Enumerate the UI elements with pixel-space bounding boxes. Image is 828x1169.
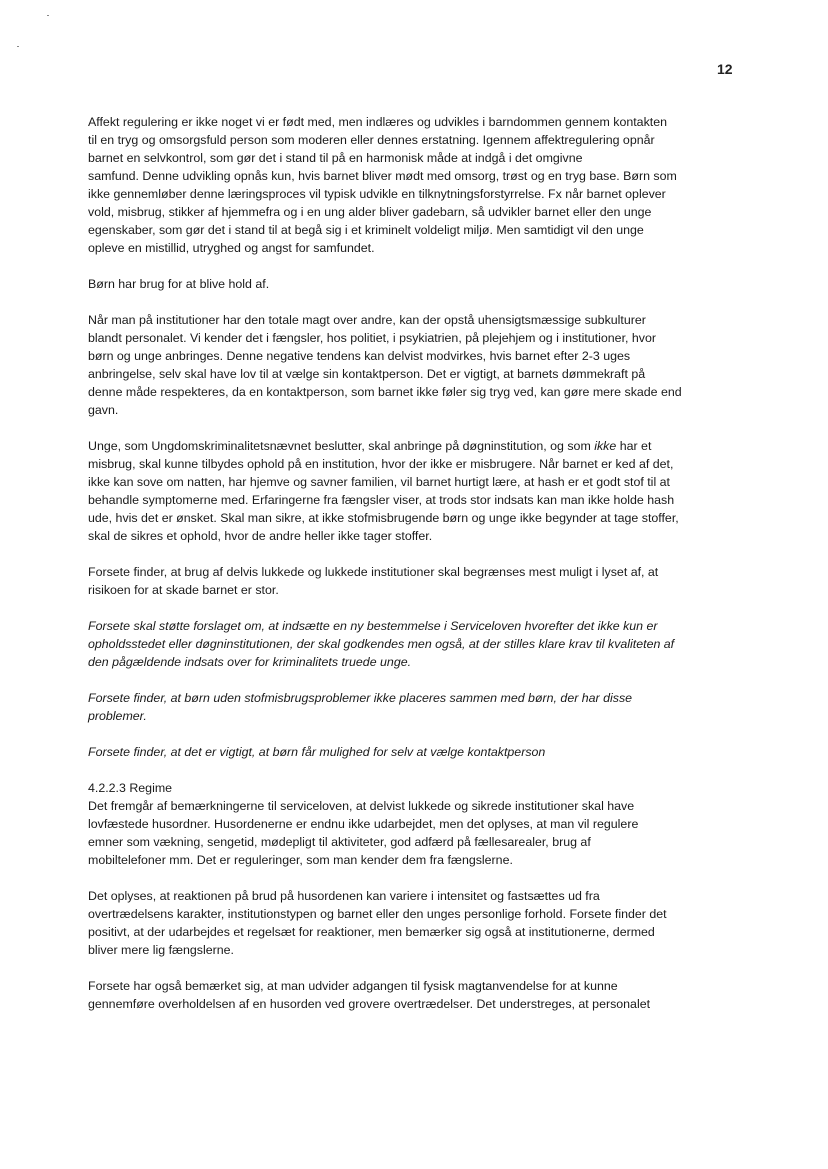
paragraph-forsete-contact-person: Forsete finder, at det er vigtigt, at børn får mulighed for selv at vælge kontaktperson (88, 745, 546, 759)
paragraph-house-rules: Det fremgår af bemærkningerne til serviceloven, at delvist lukkede og sikrede institutioner skal have lovfæstede husordner. Husordenerne er endnu ikke udarbejdet, men det oplyses, at man vil regulere emner som vækning, sengetid, mødepligt til aktiviteter, god adfærd på fællesarealer, brug af mobiltelefoner mm. Det er reguleringer, som man kender dem fra fængslerne. (88, 799, 639, 867)
p4-text-start: Unge, som Ungdomskriminalitetsnævnet beslutter, skal anbringe på døgninstitution, og som (88, 439, 595, 453)
paragraph-institution-power: Når man på institutioner har den totale magt over andre, kan der opstå uhensigtsmæssige subkulturer blandt personalet. Vi kender det i fængsler, hos politiet, i psykiatrien, på plejehjem og i institutioner, hvor børn og unge anbringes. Denne negative tendens kan delvist modvirkes, hvis barnet efter 2-3 uges anbringelse, selv skal have lov til at vælge sin kontaktperson. Det er vigtigt, at barnets dømmekraft på denne måde respekteres, da en kontaktperson, som barnet ikke føler sig tryg ved, kan gøre mere skade end gavn. (88, 313, 682, 417)
paragraph-reaction-rules: Det oplyses, at reaktionen på brud på husordenen kan variere i intensitet og fastsættes ud fra overtrædelsens karakter, institutionstypen og barnet eller den unges personlige forhold. Forsete finder det positivt, at der udarbejdes et regelsæt for reaktioner, men bemærker sig også at institutionerne, dermed bliver mere lig fængslerne. (88, 889, 667, 957)
paragraph-forsete-placement: Forsete finder, at børn uden stofmisbrugsproblemer ikke placeres sammen med børn, der har disse problemer. (88, 691, 633, 723)
p4-text-end: har et misbrug, skal kunne tilbydes ophold på en institution, hvor der ikke er misbrugere. Når barnet er ked af det, ikke kan sove om natten, har hjemve og savner familien, vil barnet hurtigt lære, at hash er et godt stof til at behandle symptomerne med. Erfaringerne fra fængsler viser, at trods stor indsats kan man ikke holde hash ude, hvis det er ønsket. Skal man sikre, at ikke stofmisbrugende børn og unge ikke begynder at tage stoffer, skal de sikres et ophold, hvor de andre heller ikke tager stoffer. (88, 439, 679, 543)
paragraph-physical-force: Forsete har også bemærket sig, at man udvider adgangen til fysisk magtanvendelse for at kunne gennemføre overholdelsen af en husorden ved grovere overtrædelser. Det understreges, at personalet (88, 979, 651, 1011)
scan-speck (47, 15, 49, 16)
document-body (88, 113, 736, 1013)
page-number: 12 (717, 61, 733, 77)
paragraph-children-need-love: Børn har brug for at blive hold af. (88, 277, 270, 291)
section-heading-regime: 4.2.2.3 Regime (88, 781, 173, 795)
paragraph-forsete-limit-closed: Forsete finder, at brug af delvis lukkede og lukkede institutioner skal begrænses mest muligt i lyset af, at risikoen for at skade barnet er stor. (88, 565, 659, 597)
paragraph-forsete-support-proposal: Forsete skal støtte forslaget om, at indsætte en ny bestemmelse i Serviceloven hvorefter det ikke kun er opholdsstedet eller døgninstitutionen, der skal godkendes men også, at der stilles klare krav til kvaliteten af den pågældende indsats over for kriminalitets truede unge. (88, 619, 675, 669)
scan-speck (17, 46, 19, 47)
paragraph-misuse-placement (88, 437, 736, 545)
paragraph-affect-regulation: Affekt regulering er ikke noget vi er født med, men indlæres og udvikles i barndommen gennem kontakten til en tryg og omsorgsfuld person som moderen eller dennes erstatning. Igennem affektregulering opnår barnet en selvkontrol, som gør det i stand til på en harmonisk måde at indgå i det omgivne samfund. Denne udvikling opnås kun, hvis barnet bliver mødt med omsorg, trøst og en tryg base. Børn som ikke gennemløber denne læringsproces vil typisk udvikle en tilknytningsforstyrrelse. Fx når barnet oplever vold, misbrug, stikker af hjemmefra og i en ung alder bliver gadebarn, så udvikler barnet eller den unge egenskaber, som gør det i stand til at begå sig i et kriminelt voldeligt miljø. Men samtidigt vil den unge opleve en mistillid, utryghed og angst for samfundet. (88, 115, 677, 255)
p4-emphasis-ikke: ikke (594, 439, 617, 453)
